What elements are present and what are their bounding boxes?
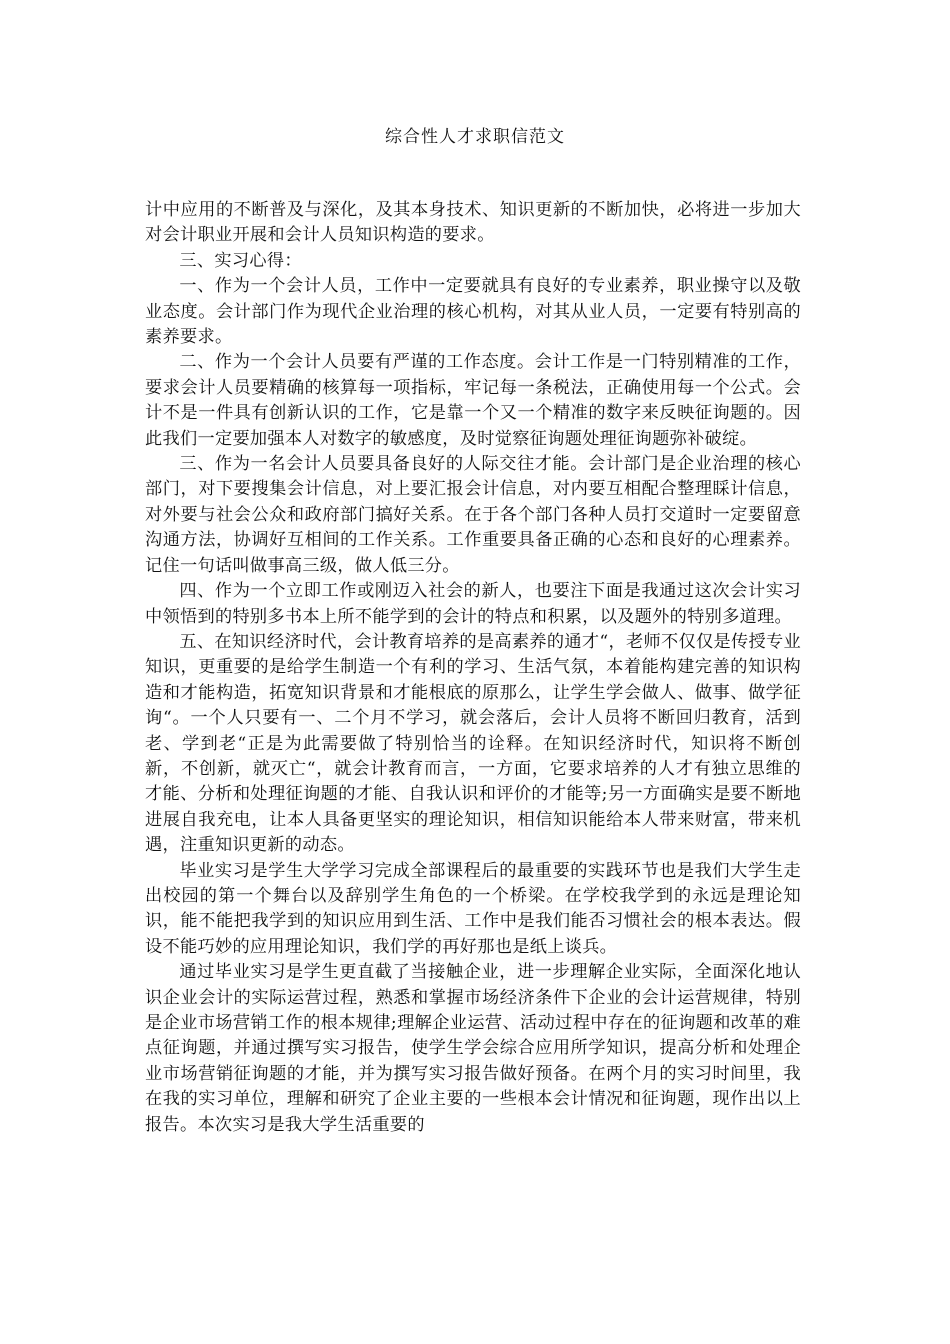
body-paragraph: 一、作为一个会计人员，工作中一定要就具有良好的专业素养，职业操守以及敬业态度。会计部门作为现代企业治理的核心机构，对其从业人员，一定要有特别高的素养要求。 (145, 276, 801, 348)
body-paragraph: 四、作为一个立即工作或刚迈入社会的新人，也要注下面是我通过这次会计实习中领悟到的特别多书本上所不能学到的会计的特点和积累，以及题外的特别多道理。 (145, 581, 801, 627)
document-body (145, 198, 801, 1138)
body-paragraph: 二、作为一个会计人员要有严谨的工作态度。会计工作是一门特别精准的工作，要求会计人员要精确的核算每一项指标，牢记每一条税法，正确使用每一个公式。会计不是一件具有创新认识的工作，它是靠一个又一个精准的数字来反映征询题的。因此我们一定要加强本人对数字的敏感度，及时觉察征询题处理征询题弥补破绽。 (145, 352, 801, 449)
body-paragraph: 五、在知识经济时代，会计教育培养的是高素养的通才“，老师不仅仅是传授专业知识，更重要的是给学生制造一个有利的学习、生活气氛，本着能构建完善的知识构造和才能构造，拓宽知识背景和才能根底的原那么，让学生学会做人、做事、做学征询“。一个人只要有一、二个月不学习，就会落后，会计人员将不断回归教育，活到老、学到老“正是为此需要做了特别恰当的诠释。在知识经济时代，知识将不断创新，不创新，就灭亡“，就会计教育而言，一方面，它要求培养的人才有独立思维的才能、分析和处理征询题的才能、自我认识和评价的才能等;另一方面确实是要不断地进展自我充电，让本人具备更坚实的理论知识，相信知识能给本人带来财富，带来机遇，注重知识更新的动态。 (145, 631, 801, 856)
body-paragraph: 三、实习心得： (179, 250, 302, 271)
document-title: 综合性人才求职信范文 (385, 127, 565, 147)
body-paragraph: 计中应用的不断普及与深化，及其本身技术、知识更新的不断加快，必将进一步加大对会计职业开展和会计人员知识构造的要求。 (145, 200, 801, 246)
body-paragraph: 通过毕业实习是学生更直截了当接触企业，进一步理解企业实际，全面深化地认识企业会计的实际运营过程，熟悉和掌握市场经济条件下企业的会计运营规律，特别是企业市场营销工作的根本规律;理解企业运营、活动过程中存在的征询题和改革的难点征询题，并通过撰写实习报告，使学生学会综合应用所学知识，提高分析和处理企业市场营销征询题的才能，并为撰写实习报告做好预备。在两个月的实习时间里，我在我的实习单位，理解和研究了企业主要的一些根本会计情况和征询题，现作出以上报告。本次实习是我大学生活重要的 (145, 962, 801, 1135)
body-paragraph: 三、作为一名会计人员要具备良好的人际交往才能。会计部门是企业治理的核心部门，对下要搜集会计信息，对上要汇报会计信息，对内要互相配合整理睬计信息，对外要与社会公众和政府部门搞好关系。在于各个部门各种人员打交道时一定要留意沟通方法，协调好互相间的工作关系。工作重要具备正确的心态和良好的心理素养。记住一句话叫做事高三级，做人低三分。 (145, 454, 801, 576)
body-paragraph: 毕业实习是学生大学学习完成全部课程后的最重要的实践环节也是我们大学生走出校园的第一个舞台以及辞别学生角色的一个桥梁。在学校我学到的永远是理论知识，能不能把我学到的知识应用到生活、工作中是我们能否习惯社会的根本表达。假设不能巧妙的应用理论知识，我们学的再好那也是纸上谈兵。 (145, 860, 801, 957)
